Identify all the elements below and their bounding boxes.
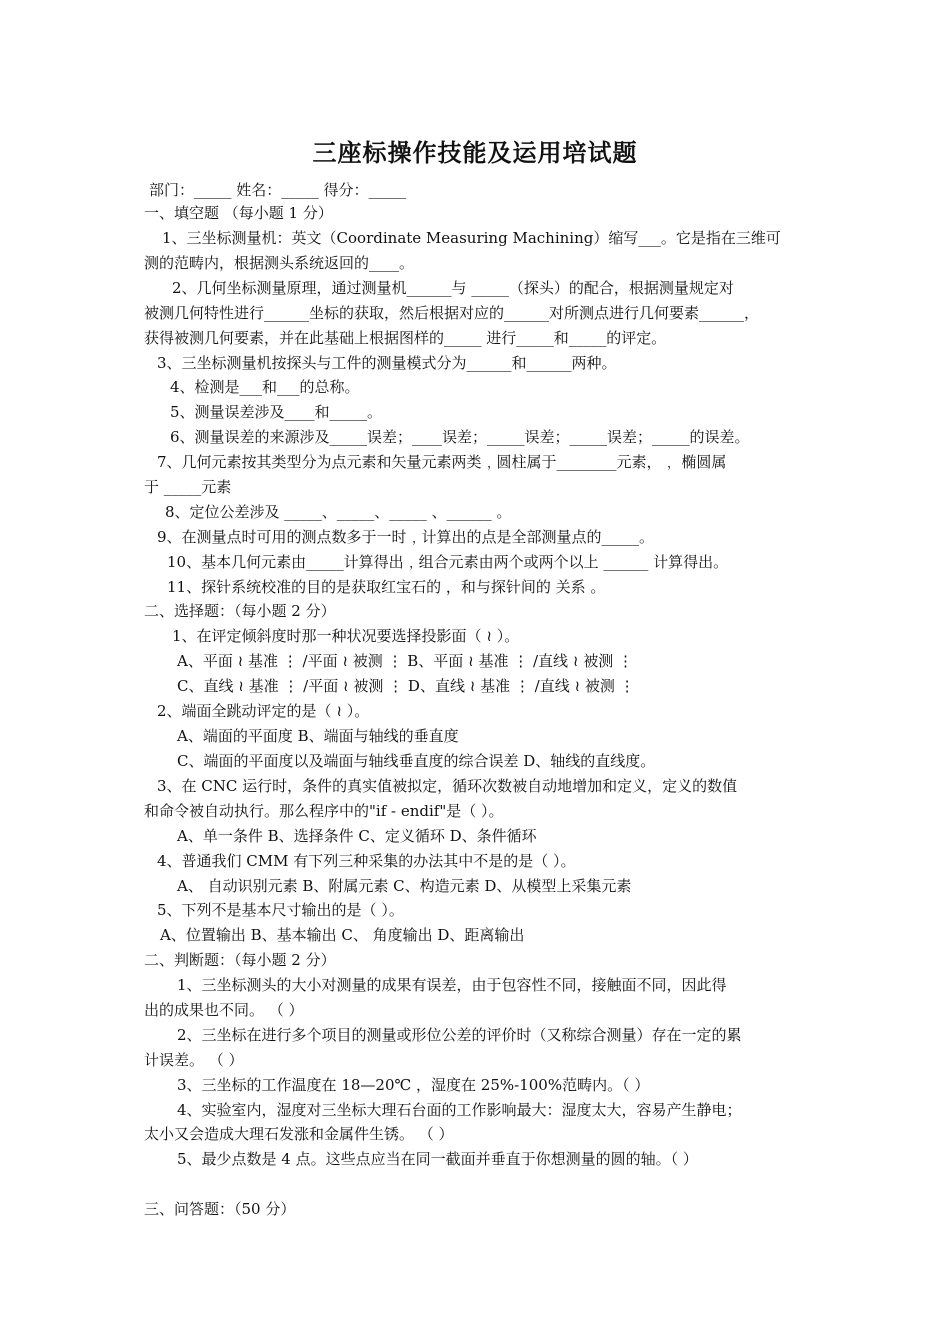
question-line: 2、几何坐标测量原理，通过测量机______与 _____（探头）的配合，根据测量规定对 [172,279,734,297]
section-heading-choice: 二、选择题：（每小题 2 分） [144,602,336,620]
question-line: 7、几何元素按其类型分为点元素和矢量元素两类﹐圆柱属于________元素，﹐ 椭圆属 [157,453,727,471]
question-line: 9、在测量点时可用的测点数多于一时﹐计算出的点是全部测量点的_____。 [157,528,655,546]
question-line: 3、在 CNC 运行时，条件的真实值被拟定，循环次数被自动地增加和定义，定义的数值 [157,777,738,795]
question-line: 计误差。 （ ） [144,1051,244,1069]
option-line: A、 自动识别元素 B、附属元素 C、构造元素 D、从模型上采集元素 [177,877,632,895]
question-line: 4、检测是___和___的总称。 [170,378,360,396]
question-line: 获得被测几何要素，并在此基础上根据图样的_____ 进行_____和_____的评定。 [144,329,667,347]
question-line: 1、在评定倾斜度时那一种状况要选择投影面（ ≀ ）。 [172,627,520,645]
question-line: 3、三坐标测量机按探头与工件的测量模式分为______和______两种。 [157,354,617,372]
question-line: 3、三坐标的工作温度在 18—20℃ ，湿度在 25%-100%范畴内。（ ） [177,1076,650,1094]
question-line: 11、探针系统校准的目的是获取红宝石的 ，和与探针间的 关系 。 [167,578,606,596]
option-line: A、端面的平面度 B、端面与轴线的垂直度 [177,727,459,745]
question-line: 测的范畴内，根据测头系统返回的____。 [144,254,415,272]
question-line: 太小又会造成大理石发涨和金属件生锈。 （ ） [144,1125,454,1143]
question-line: 2、端面全跳动评定的是（ ≀ ）。 [157,702,370,720]
option-line: C、端面的平面度以及端面与轴线垂直度的综合误差 D、轴线的直线度。 [177,752,656,770]
section-heading-judgment: 二、判断题：（每小题 2 分） [144,951,336,969]
question-line: 出的成果也不同。 （ ） [144,1001,304,1019]
question-line: 2、三坐标在进行多个项目的测量或形位公差的评价时（又称综合测量）存在一定的累 [177,1026,742,1044]
option-line: C、直线 ≀ 基准 ⋮ /平面 ≀ 被测 ⋮ D、直线 ≀ 基准 ⋮ /直线 ≀ 被测 ⋮ [177,677,635,695]
option-line: A、位置输出 B、基本输出 C、 角度输出 D、距离输出 [160,926,525,944]
question-line: 于 _____元素 [144,478,232,496]
option-line: A、单一条件 B、选择条件 C、定义循环 D、条件循环 [177,827,537,845]
question-line: 10、基本几何元素由_____计算得出﹐组合元素由两个或两个以上 ______ 计算得出。 [167,553,729,571]
header-info-line: 部门：_____ 姓名：_____ 得分：_____ [149,181,407,199]
question-line: 6、测量误差的来源涉及_____误差；____误差；_____误差；_____误差；_____的误差。 [170,428,750,446]
document-title: 三座标操作技能及运用培试题 [312,138,638,167]
question-line: 和命令被自动执行。那么程序中的"if - endif"是（ ）。 [144,802,504,820]
question-line: 5、下列不是基本尺寸输出的是（ ）。 [157,901,404,919]
question-line: 4、普通我们 CMM 有下列三种采集的办法其中不是的是（ ）。 [157,852,576,870]
question-line: 5、测量误差涉及____和_____。 [170,403,383,421]
question-line: 8、定位公差涉及 _____、_____、_____ 、______ 。 [165,503,512,521]
option-line: A、平面 ≀ 基准 ⋮ /平面 ≀ 被测 ⋮ B、平面 ≀ 基准 ⋮ /直线 ≀ 被测 ⋮ [177,652,633,670]
question-line: 5、最少点数是 4 点。这些点应当在同一截面并垂直于你想测量的圆的轴。（ ） [177,1150,698,1168]
section-heading-qa: 三、问答题：（50 分） [144,1200,296,1218]
question-line: 1、三坐标测头的大小对测量的成果有误差，由于包容性不同，接触面不同，因此得 [177,976,727,994]
question-line: 1、三坐标测量机：英文（Coordinate Measuring Machining）缩写___。它是指在三维可 [162,229,781,247]
section-heading-fill-in: 一、填空题 （每小题 1 分） [144,204,333,222]
question-line: 被测几何特性进行______坐标的获取，然后根据对应的______对所测点进行几何要素______， [144,304,760,322]
question-line: 4、实验室内，湿度对三坐标大理石台面的工作影响最大：湿度太大，容易产生静电； [177,1101,742,1119]
